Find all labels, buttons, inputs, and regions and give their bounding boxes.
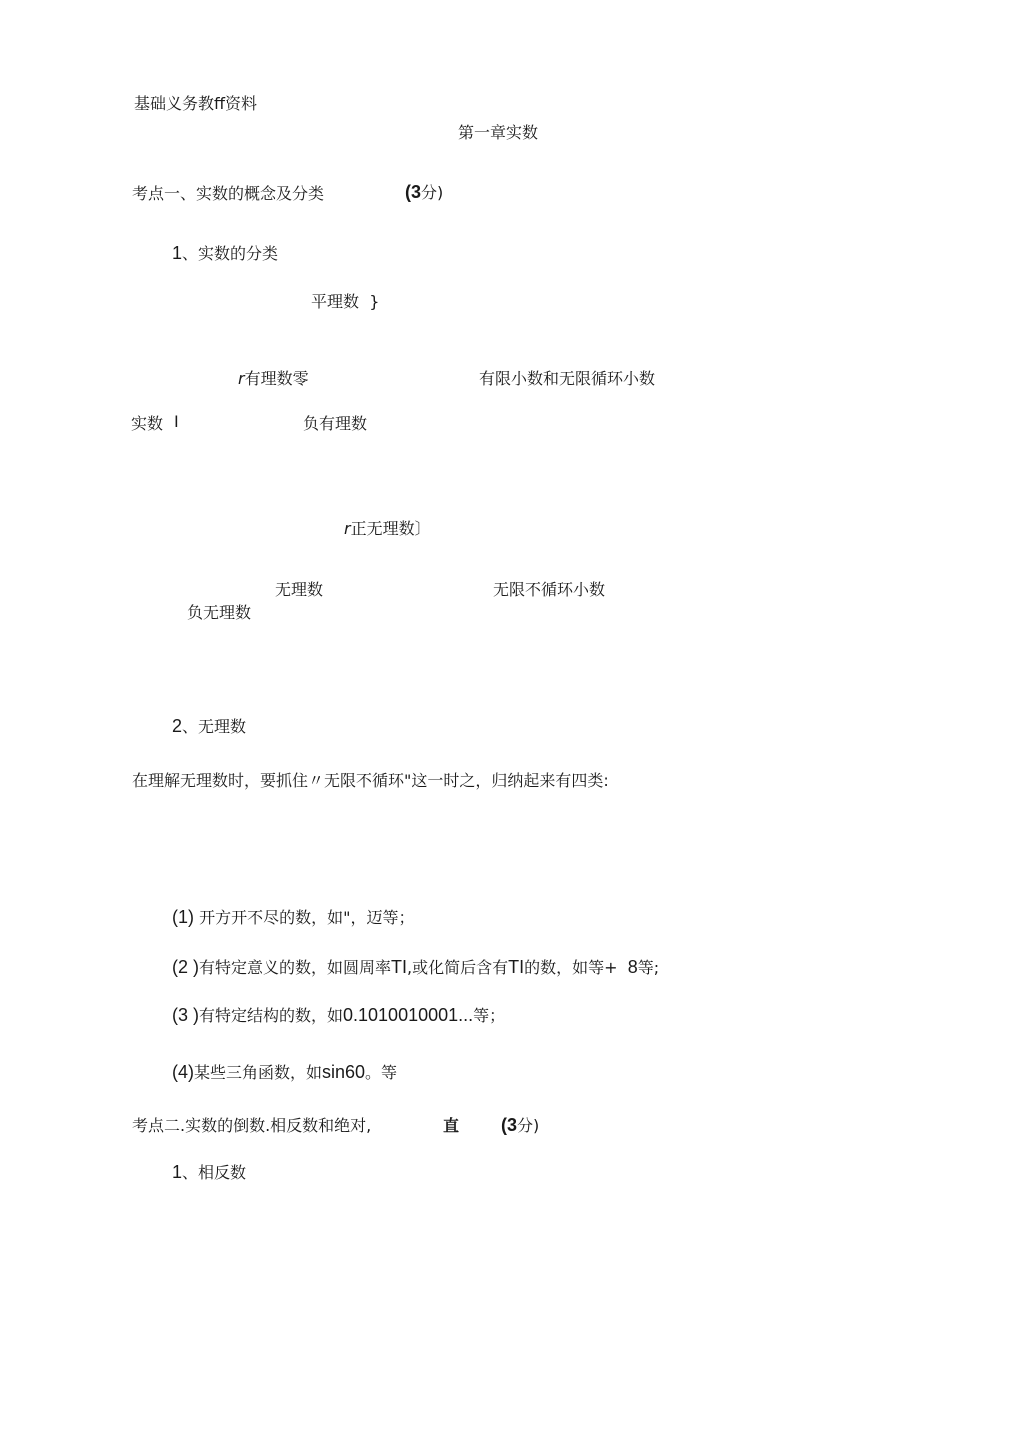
list-item: (1) 开方开不尽的数，如"，迈等； [172,907,415,927]
section2-title: 考点二.实数的倒数.相反数和绝对, [132,1116,372,1135]
list-item: (2 )有特定意义的数，如圆周率TI,或化简后含有TI的数，如等+ 8等; [172,957,660,977]
section2-score-unit: 分) [517,1116,540,1135]
section2-sub1-label: 、相反数 [182,1163,247,1182]
tree-fu-wu-li: 负无理数 [187,603,252,622]
section1-score [405,182,443,203]
section1-sub1-num: 1 [172,243,183,263]
tree-wu-li-desc: 无限不循环小数 [493,580,606,599]
tree-you-li-desc: 有限小数和无限循环小数 [479,369,656,388]
section1-score-unit: 分) [421,183,444,202]
tree-zheng-wu-li: r正无理数〕 [344,519,431,538]
tree-brace-2: 〕 [414,519,431,538]
section1-sub1-label: 、实数的分类 [182,244,279,263]
list-item: (4)某些三角函数，如sin60。等 [172,1062,398,1082]
chapter-title: 第一章实数 [458,123,539,142]
section2-score-num: (3 [501,1115,518,1135]
section1-sub1 [172,243,278,264]
tree-zheng-wu-prefix: r [344,519,351,538]
section1-intro: 在理解无理数时，要抓住〃无限不循环"这一时之，归纳起来有四类: [132,771,609,790]
section1-title: 考点一、实数的概念及分类 [132,184,325,203]
tree-wu-li-shu: 无理数 [275,580,324,599]
tree-brace-1: } [369,292,380,311]
section1-sub2-label: 、无理数 [182,717,247,736]
tree-bar: I [174,412,179,431]
section1-score-num: (3 [405,182,422,202]
tree-shi-shu: 实数 [131,414,164,433]
section2-score [501,1115,539,1136]
tree-fu-you-li: 负有理数 [303,414,368,433]
section2-sub1-num: 1 [172,1162,183,1182]
tree-you-li-shu: r有理数零 [238,369,309,388]
section1-sub2 [172,716,246,737]
list-item: (3 )有特定结构的数，如0.1010010001...等； [172,1005,506,1025]
section2-mark: 直 [443,1116,460,1135]
header-text: 基础义务教ff资料 [134,94,258,113]
section1-sub2-num: 2 [172,716,183,736]
tree-ping-li-shu: 平理数 } [311,292,380,311]
tree-you-li-prefix: r [238,369,245,388]
section2-sub1 [172,1162,246,1183]
